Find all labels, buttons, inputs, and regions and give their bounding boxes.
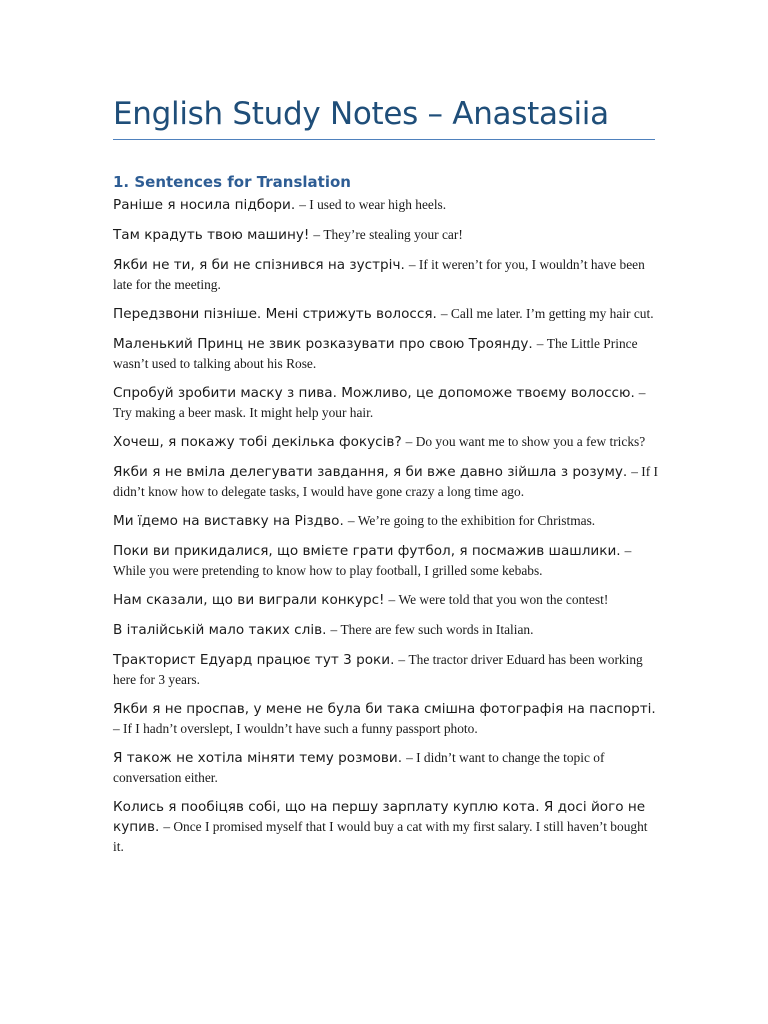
- english-translation: – Once I promised myself that I would buy a cat with my first salary. I still haven’t bought it.: [113, 819, 648, 854]
- english-translation: – There are few such words in Italian.: [330, 622, 534, 637]
- ukrainian-sentence: Колись я пообіцяв собі, що на першу зарплату куплю кота. Я досі його не купив.: [113, 799, 646, 835]
- translation-item: [113, 195, 661, 215]
- title-underline-divider: [113, 139, 655, 140]
- english-translation: – If I didn’t know how to delegate tasks, I would have gone crazy a long time ago.: [113, 464, 658, 499]
- english-translation: – We were told that you won the contest!: [388, 592, 609, 607]
- translation-item: [113, 225, 661, 245]
- translation-item: [113, 699, 661, 738]
- translation-item: [113, 304, 661, 324]
- translation-item: [113, 255, 661, 294]
- ukrainian-sentence: Там крадуть твою машину!: [113, 227, 310, 243]
- ukrainian-sentence: Я також не хотіла міняти тему розмови.: [113, 750, 403, 766]
- english-translation: – I didn’t want to change the topic of conversation either.: [113, 750, 605, 785]
- translation-item: [113, 334, 661, 373]
- ukrainian-sentence: Ми їдемо на виставку на Різдво.: [113, 513, 344, 529]
- translation-item: [113, 650, 661, 689]
- ukrainian-sentence: Спробуй зробити маску з пива. Можливо, це допоможе твоєму волоссю.: [113, 385, 635, 401]
- translation-item: [113, 462, 661, 501]
- ukrainian-sentence: Тракторист Едуард працює тут 3 роки.: [113, 652, 395, 668]
- ukrainian-sentence: Передзвони пізніше. Мені стрижуть волосся.: [113, 306, 437, 322]
- english-translation: – The Little Prince wasn’t used to talking about his Rose.: [113, 336, 638, 371]
- translation-item: [113, 620, 661, 640]
- translation-item: [113, 511, 661, 531]
- english-translation: – We’re going to the exhibition for Christmas.: [347, 513, 596, 528]
- translation-item: [113, 383, 661, 422]
- ukrainian-sentence: Поки ви прикидалися, що вмієте грати футбол, я посмажив шашлики.: [113, 543, 621, 559]
- ukrainian-sentence: Раніше я носила підбори.: [113, 197, 296, 213]
- english-translation: – They’re stealing your car!: [313, 227, 463, 242]
- ukrainian-sentence: Маленький Принц не звик розказувати про свою Троянду.: [113, 336, 533, 352]
- english-translation: – Call me later. I’m getting my hair cut.: [440, 306, 654, 321]
- english-translation: – Try making a beer mask. It might help your hair.: [113, 385, 646, 420]
- ukrainian-sentence: Якби не ти, я би не спізнився на зустріч.: [113, 257, 405, 273]
- ukrainian-sentence: Якби я не проспав, у мене не була би така смішна фотографія на паспорті.: [113, 701, 656, 717]
- english-translation: – If I hadn’t overslept, I wouldn’t have such a funny passport photo.: [113, 721, 478, 736]
- translation-item: [113, 432, 661, 452]
- english-translation: – While you were pretending to know how to play football, I grilled some kebabs.: [113, 543, 632, 578]
- english-translation: – The tractor driver Eduard has been working here for 3 years.: [113, 652, 643, 687]
- translation-item: [113, 590, 661, 610]
- document-title: English Study Notes – Anastasiia: [113, 96, 609, 132]
- english-translation: – If it weren’t for you, I wouldn’t have been late for the meeting.: [113, 257, 645, 292]
- translation-list: [113, 195, 661, 866]
- english-translation: – Do you want me to show you a few tricks?: [405, 434, 646, 449]
- ukrainian-sentence: Якби я не вміла делегувати завдання, я би вже давно зійшла з розуму.: [113, 464, 628, 480]
- translation-item: [113, 748, 661, 787]
- ukrainian-sentence: Нам сказали, що ви виграли конкурс!: [113, 592, 385, 608]
- section-heading: 1. Sentences for Translation: [113, 173, 351, 191]
- english-translation: – I used to wear high heels.: [299, 197, 447, 212]
- translation-item: [113, 541, 661, 580]
- ukrainian-sentence: Хочеш, я покажу тобі декілька фокусів?: [113, 434, 402, 450]
- ukrainian-sentence: В італійській мало таких слів.: [113, 622, 327, 638]
- translation-item: [113, 797, 661, 856]
